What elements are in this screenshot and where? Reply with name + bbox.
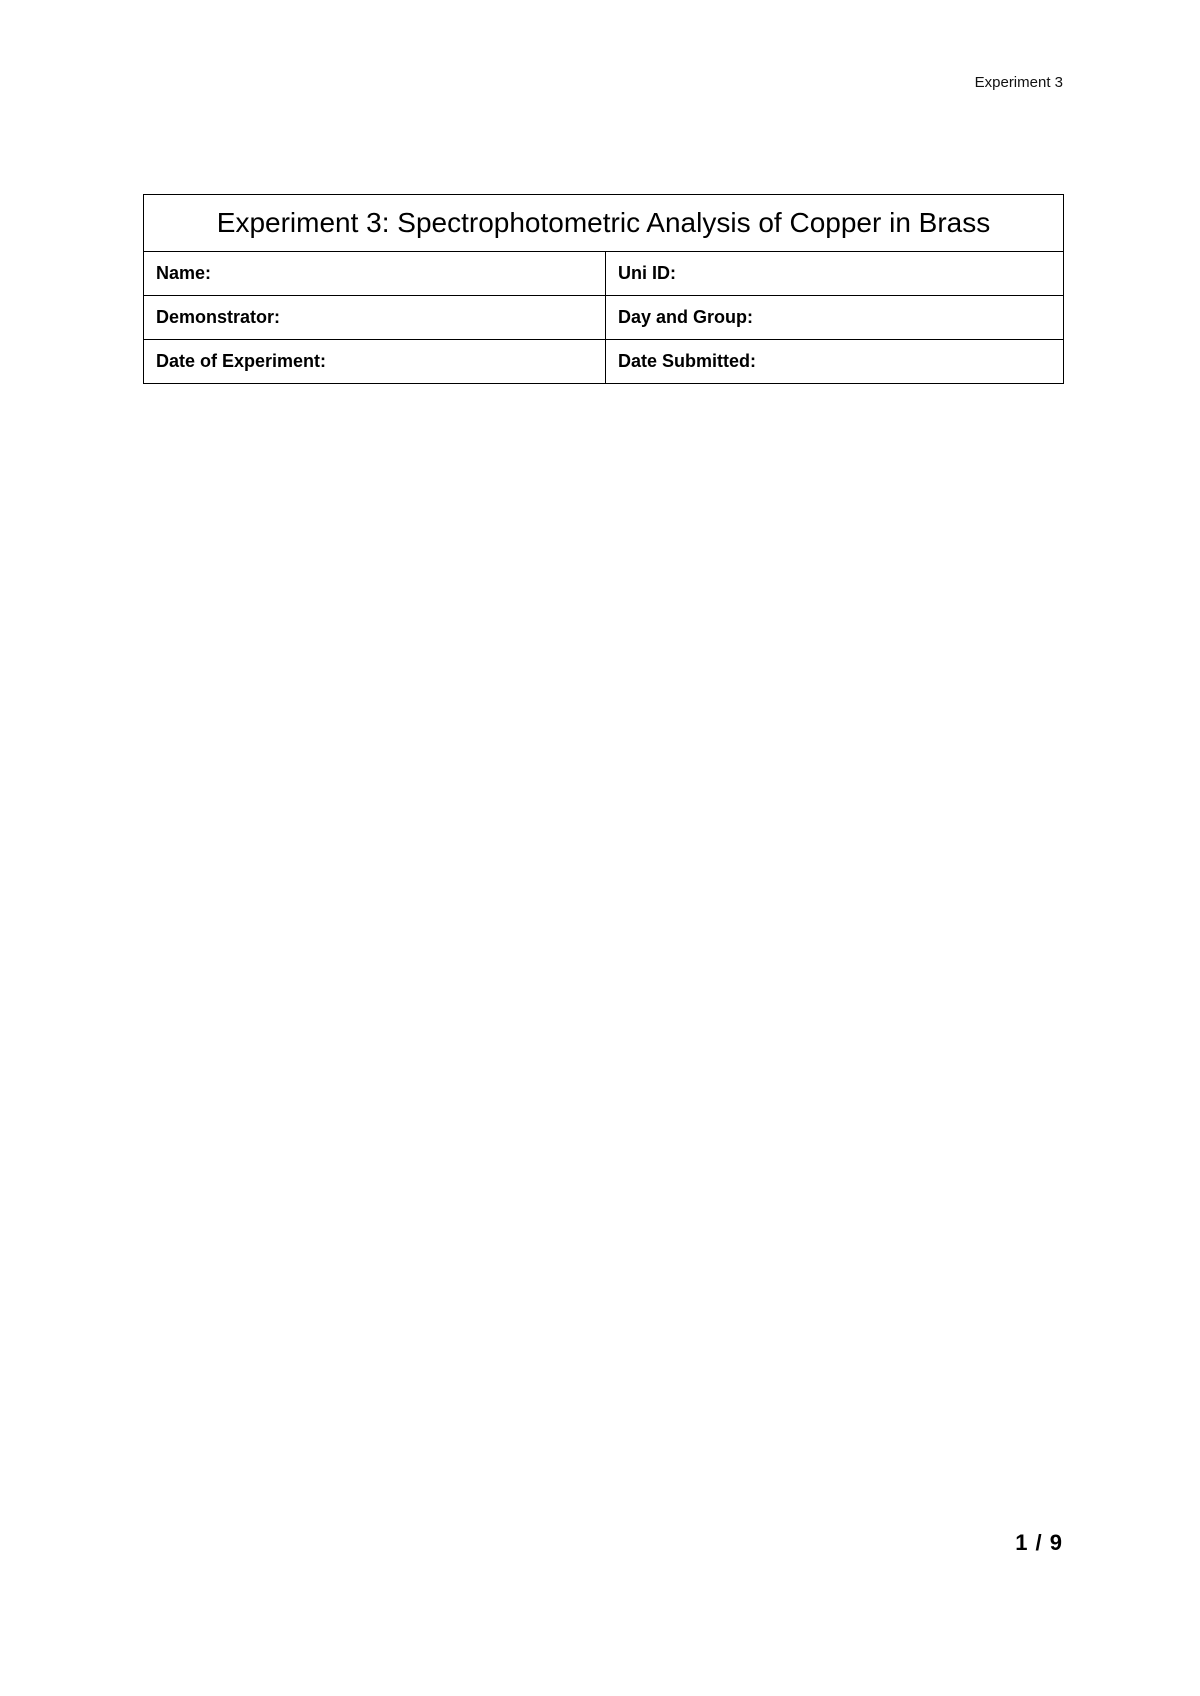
title-row bbox=[144, 195, 1064, 252]
date-submitted-field-label: Date Submitted: bbox=[606, 340, 1064, 384]
name-field-label: Name: bbox=[144, 252, 606, 296]
experiment-info-table bbox=[143, 194, 1064, 384]
table-row bbox=[144, 252, 1064, 296]
demonstrator-field-label: Demonstrator: bbox=[144, 296, 606, 340]
uni-id-field-label: Uni ID: bbox=[606, 252, 1064, 296]
date-of-experiment-field-label: Date of Experiment: bbox=[144, 340, 606, 384]
table-row bbox=[144, 296, 1064, 340]
running-header: Experiment 3 bbox=[974, 74, 1063, 91]
day-and-group-field-label: Day and Group: bbox=[606, 296, 1064, 340]
page-number: 1 / 9 bbox=[1015, 1530, 1063, 1555]
table-row bbox=[144, 340, 1064, 384]
experiment-title: Experiment 3: Spectrophotometric Analysis of Copper in Brass bbox=[144, 195, 1064, 252]
